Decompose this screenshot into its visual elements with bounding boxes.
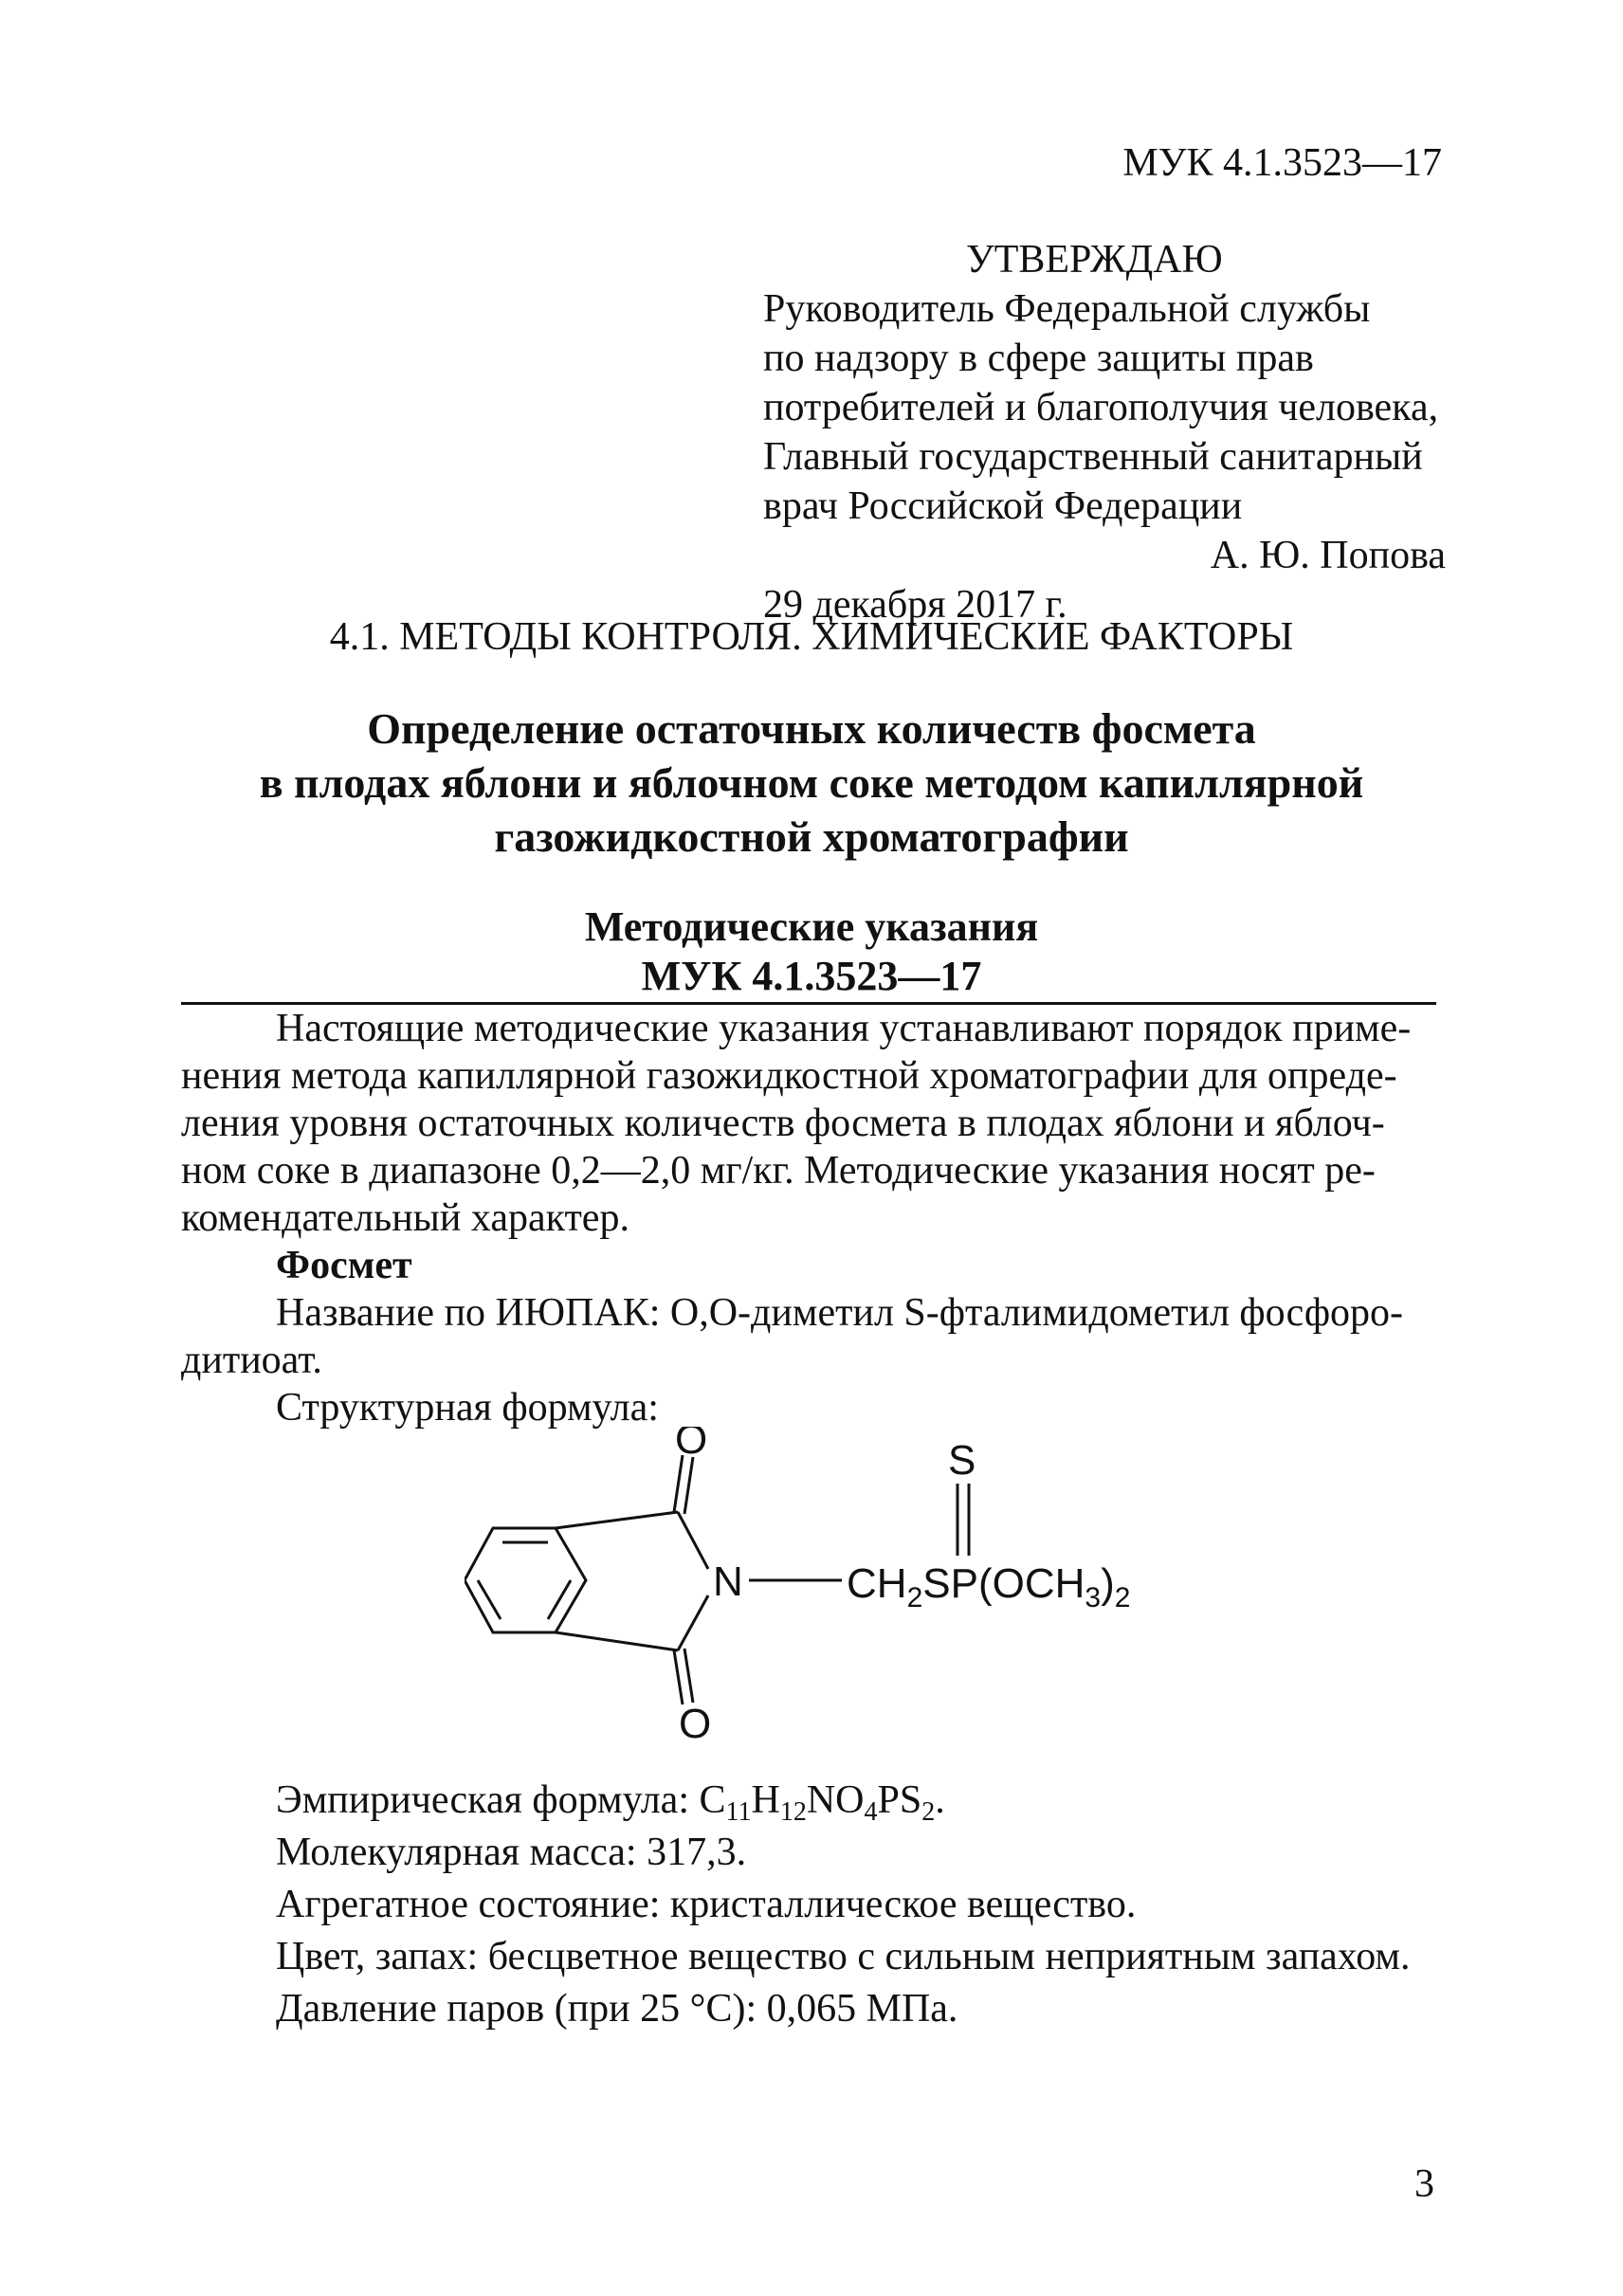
formula-part: PS [877,1778,922,1822]
document-code-header: МУК 4.1.3523—17 [1122,141,1442,185]
intro-line: нения метода капиллярной газожидкостной хроматографии для опреде- [181,1054,1397,1098]
title-line: Определение остаточных количеств фосмета [367,704,1256,753]
structure-label: Структурная формула: [276,1386,659,1430]
color-smell: Цвет, запах: бесцветное вещество с сильным неприятным запахом. [276,1935,1411,1978]
title-line: газожидкостной хроматографии [494,812,1129,861]
ring-bond [556,1512,678,1528]
chain-sub: 3 [1085,1582,1102,1613]
vapor-pressure: Давление паров (при 25 °С): 0,065 МПа. [276,1987,958,2031]
carbonyl-bond [674,1455,683,1512]
approval-line: Главный государственный санитарный [763,435,1423,479]
approval-date: 29 декабря 2017 г. [763,583,1067,627]
approval-line: по надзору в сфере защиты прав [763,337,1314,380]
iupac-name-cont: дитиоат. [181,1339,322,1382]
subtitle-line: Методические указания [584,903,1039,950]
intro-line: комендательный характер. [181,1196,629,1240]
approval-line: врач Российской Федерации [763,484,1243,528]
intro-line: Настоящие методические указания устанавливают порядок приме- [276,1007,1412,1050]
atom-label: N [713,1558,743,1605]
ring-bond [556,1632,678,1650]
chain-sub: 2 [906,1582,923,1613]
chain-sp: SP(OCH [922,1560,1085,1607]
empirical-label: Эмпирическая формула: [276,1778,700,1822]
approval-line: Руководитель Федеральной службы [763,287,1371,331]
intro-line: ления уровня остаточных количеств фосмета в плодах яблони и яблоч- [181,1102,1385,1145]
phosmet-structure-diagram [465,1427,1185,1740]
intro-line: ном соке в диапазоне 0,2—2,0 мг/кг. Методические указания носят ре- [181,1149,1376,1193]
title-line: в плодах яблони и яблочном соке методом капиллярной [259,758,1364,807]
formula-sub: 2 [921,1797,936,1827]
atom-label: O [679,1701,712,1740]
document-subtitle [0,902,1623,1001]
formula-part: NO [806,1778,865,1822]
approval-heading: УТВЕРЖДАЮ [966,238,1223,282]
document-title [0,702,1623,864]
ring-bond [678,1512,708,1569]
chain-close: ) [1101,1560,1115,1607]
approval-signatory: А. Ю. Попова [1210,534,1446,577]
subtitle-code: МУК 4.1.3523—17 [641,953,982,999]
carbonyl-bond [684,1649,693,1703]
chain-ch: CH [847,1560,907,1607]
approval-block [763,235,1446,629]
formula-sub: 4 [864,1797,878,1827]
substance-properties [276,1775,1411,2035]
iupac-name: Название по ИЮПАК: О,О-диметил S-фталимидометил фосфоро- [276,1291,1404,1335]
atom-label: S [948,1437,976,1484]
formula-sub: 12 [779,1797,807,1827]
intro-paragraph [181,1005,1444,1431]
structural-formula [465,1427,1185,1744]
atom-label: O [675,1427,708,1463]
carbonyl-bond [674,1650,683,1704]
molecular-mass: Молекулярная масса: 317,3. [276,1831,747,1874]
chain-sub: 2 [1114,1582,1131,1613]
ring-bond [678,1595,708,1650]
carbonyl-bond [684,1457,693,1514]
formula-part: H [751,1778,780,1822]
page-number: 3 [1414,2162,1434,2206]
formula-sub: 11 [725,1797,752,1827]
formula-part: C [699,1778,726,1822]
substance-name: Фосмет [276,1244,412,1287]
formula-part: . [935,1778,945,1822]
section-heading: 4.1. МЕТОДЫ КОНТРОЛЯ. ХИМИЧЕСКИЕ ФАКТОРЫ [329,615,1294,659]
physical-state: Агрегатное состояние: кристаллическое вещество. [276,1883,1137,1926]
empirical-formula [276,1775,1411,1827]
chain-label [847,1560,1130,1613]
approval-line: потребителей и благополучия человека, [763,386,1439,429]
